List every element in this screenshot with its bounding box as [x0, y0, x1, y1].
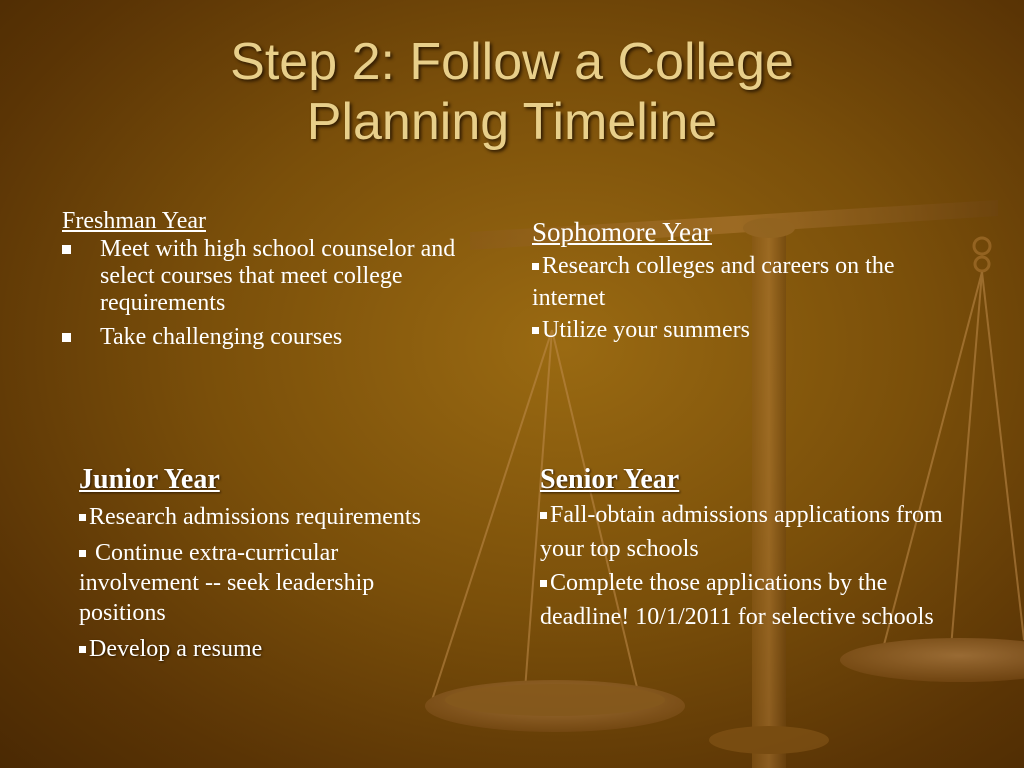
list-item-text: Meet with high school counselor and select courses that meet college requirements	[100, 236, 456, 316]
title-line-2: Planning Timeline	[306, 93, 718, 151]
sophomore-section	[532, 214, 952, 346]
junior-section	[79, 462, 449, 670]
list-item-text: Develop a resume	[89, 636, 263, 662]
square-bullet-icon	[540, 580, 547, 587]
sophomore-heading: Sophomore Year	[532, 217, 712, 247]
list-item	[532, 314, 952, 346]
list-item-text: Research colleges and careers on the internet	[532, 253, 895, 311]
freshman-list	[62, 236, 462, 351]
list-item-text: Research admissions requirements	[89, 504, 421, 530]
square-bullet-icon	[62, 245, 71, 254]
title-line-1: Step 2: Follow a College	[230, 33, 794, 91]
list-item	[62, 236, 462, 317]
list-item	[540, 566, 950, 634]
senior-section	[540, 462, 950, 634]
list-item	[79, 538, 449, 628]
list-item	[540, 498, 950, 566]
list-item-text: Continue extra-curricular involvement -- seek leadership positions	[79, 540, 375, 626]
list-item	[79, 634, 449, 664]
junior-heading: Junior Year	[79, 464, 220, 495]
list-item-text: Fall-obtain admissions applications from your top schools	[540, 502, 943, 562]
square-bullet-icon	[79, 514, 86, 521]
list-item	[62, 324, 462, 351]
list-item	[532, 250, 952, 314]
freshman-heading: Freshman Year	[62, 208, 206, 234]
list-item-text: Complete those applications by the deadline! 10/1/2011 for selective schools	[540, 570, 934, 630]
list-item	[79, 502, 449, 532]
square-bullet-icon	[79, 550, 86, 557]
list-item-text: Utilize your summers	[542, 317, 750, 343]
square-bullet-icon	[532, 327, 539, 334]
senior-heading: Senior Year	[540, 464, 680, 495]
freshman-section	[62, 206, 462, 358]
square-bullet-icon	[540, 512, 547, 519]
square-bullet-icon	[532, 263, 539, 270]
square-bullet-icon	[62, 333, 71, 342]
square-bullet-icon	[79, 646, 86, 653]
page-title	[0, 32, 1024, 152]
list-item-text: Take challenging courses	[100, 324, 343, 350]
